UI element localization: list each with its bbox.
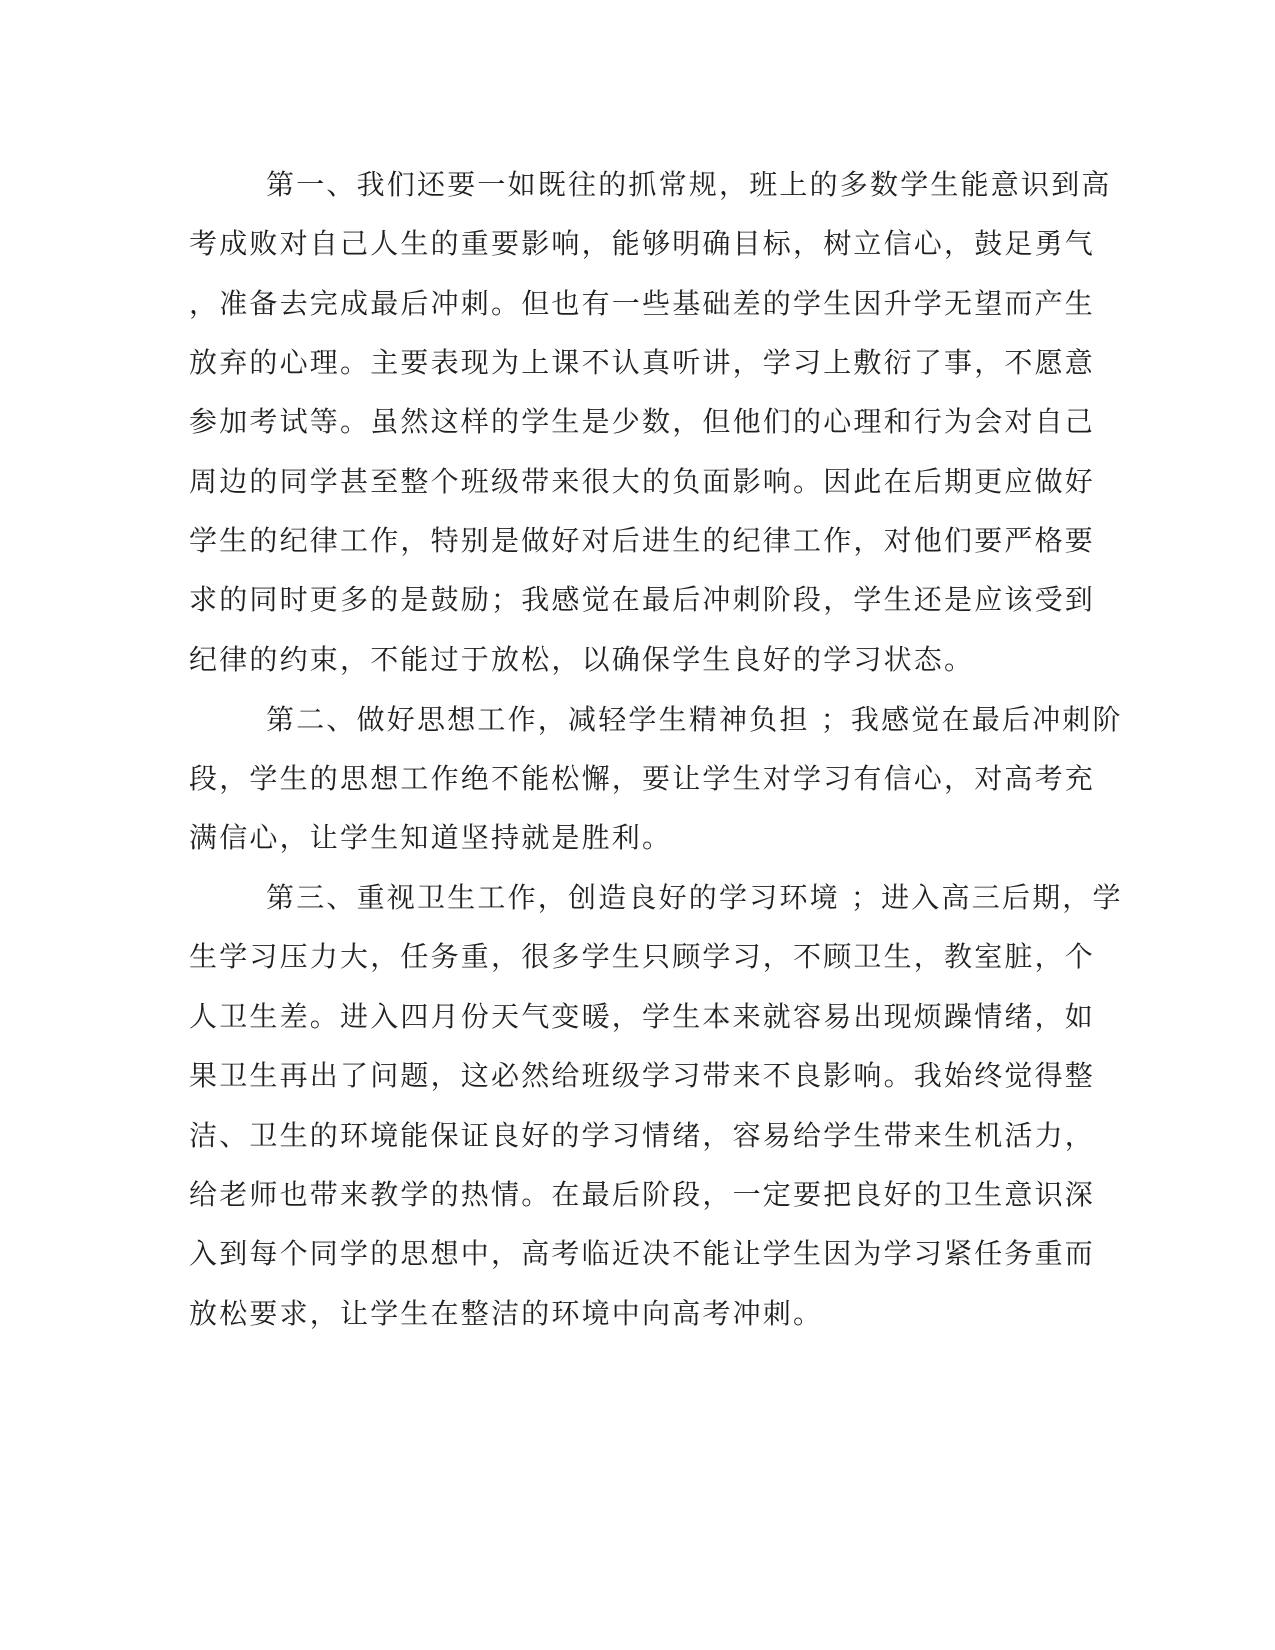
paragraph-line: 第二、做好思想工作，减轻学生精神负担 ；我感觉在最后冲刺阶 (266, 703, 1123, 736)
paragraph-line: 周边的同学甚至整个班级带来很大的负面影响。因此在后期更应做好 (189, 465, 1096, 498)
paragraph-line: 纪律的约束，不能过于放松，以确保学生良好的学习状态。 (189, 643, 975, 676)
paragraph-line: 生学习压力大，任务重，很多学生只顾学习，不顾卫生，教室脏，个 (189, 940, 1096, 973)
paragraph-line: 入到每个同学的思想中，高考临近决不能让学生因为学习紧任务重而 (189, 1237, 1096, 1270)
paragraph-line: 放松要求，让学生在整洁的环境中向高考冲刺。 (189, 1297, 824, 1330)
paragraph-line: 满信心，让学生知道坚持就是胜利。 (189, 821, 673, 854)
paragraph-line: 求的同时更多的是鼓励；我感觉在最后冲刺阶段，学生还是应该受到 (189, 583, 1096, 616)
paragraph-line: 参加考试等。虽然这样的学生是少数，但他们的心理和行为会对自己 (189, 405, 1096, 438)
paragraph-line: 第三、重视卫生工作，创造良好的学习环境 ；进入高三后期，学 (266, 881, 1123, 914)
paragraph-line: 考成败对自己人生的重要影响，能够明确目标，树立信心，鼓足勇气 (189, 227, 1096, 260)
paragraph-line: 学生的纪律工作，特别是做好对后进生的纪律工作，对他们要严格要 (189, 524, 1096, 557)
paragraph-line: 果卫生再出了问题，这必然给班级学习带来不良影响。我始终觉得整 (189, 1059, 1096, 1092)
paragraph-line: 段，学生的思想工作绝不能松懈，要让学生对学习有信心，对高考充 (189, 762, 1096, 795)
paragraph-line: 放弃的心理。主要表现为上课不认真听讲，学习上敷衍了事，不愿意 (189, 346, 1096, 379)
paragraph-line: 洁、卫生的环境能保证良好的学习情绪，容易给学生带来生机活力， (189, 1119, 1096, 1152)
paragraph-line: 给老师也带来教学的热情。在最后阶段，一定要把良好的卫生意识深 (189, 1178, 1096, 1211)
paragraph-line: ，准备去完成最后冲刺。但也有一些基础差的学生因升学无望而产生 (189, 287, 1096, 320)
paragraph-line: 第一、我们还要一如既往的抓常规，班上的多数学生能意识到高 (266, 168, 1112, 201)
paragraph-line: 人卫生差。进入四月份天气变暖，学生本来就容易出现烦躁情绪，如 (189, 1000, 1096, 1033)
